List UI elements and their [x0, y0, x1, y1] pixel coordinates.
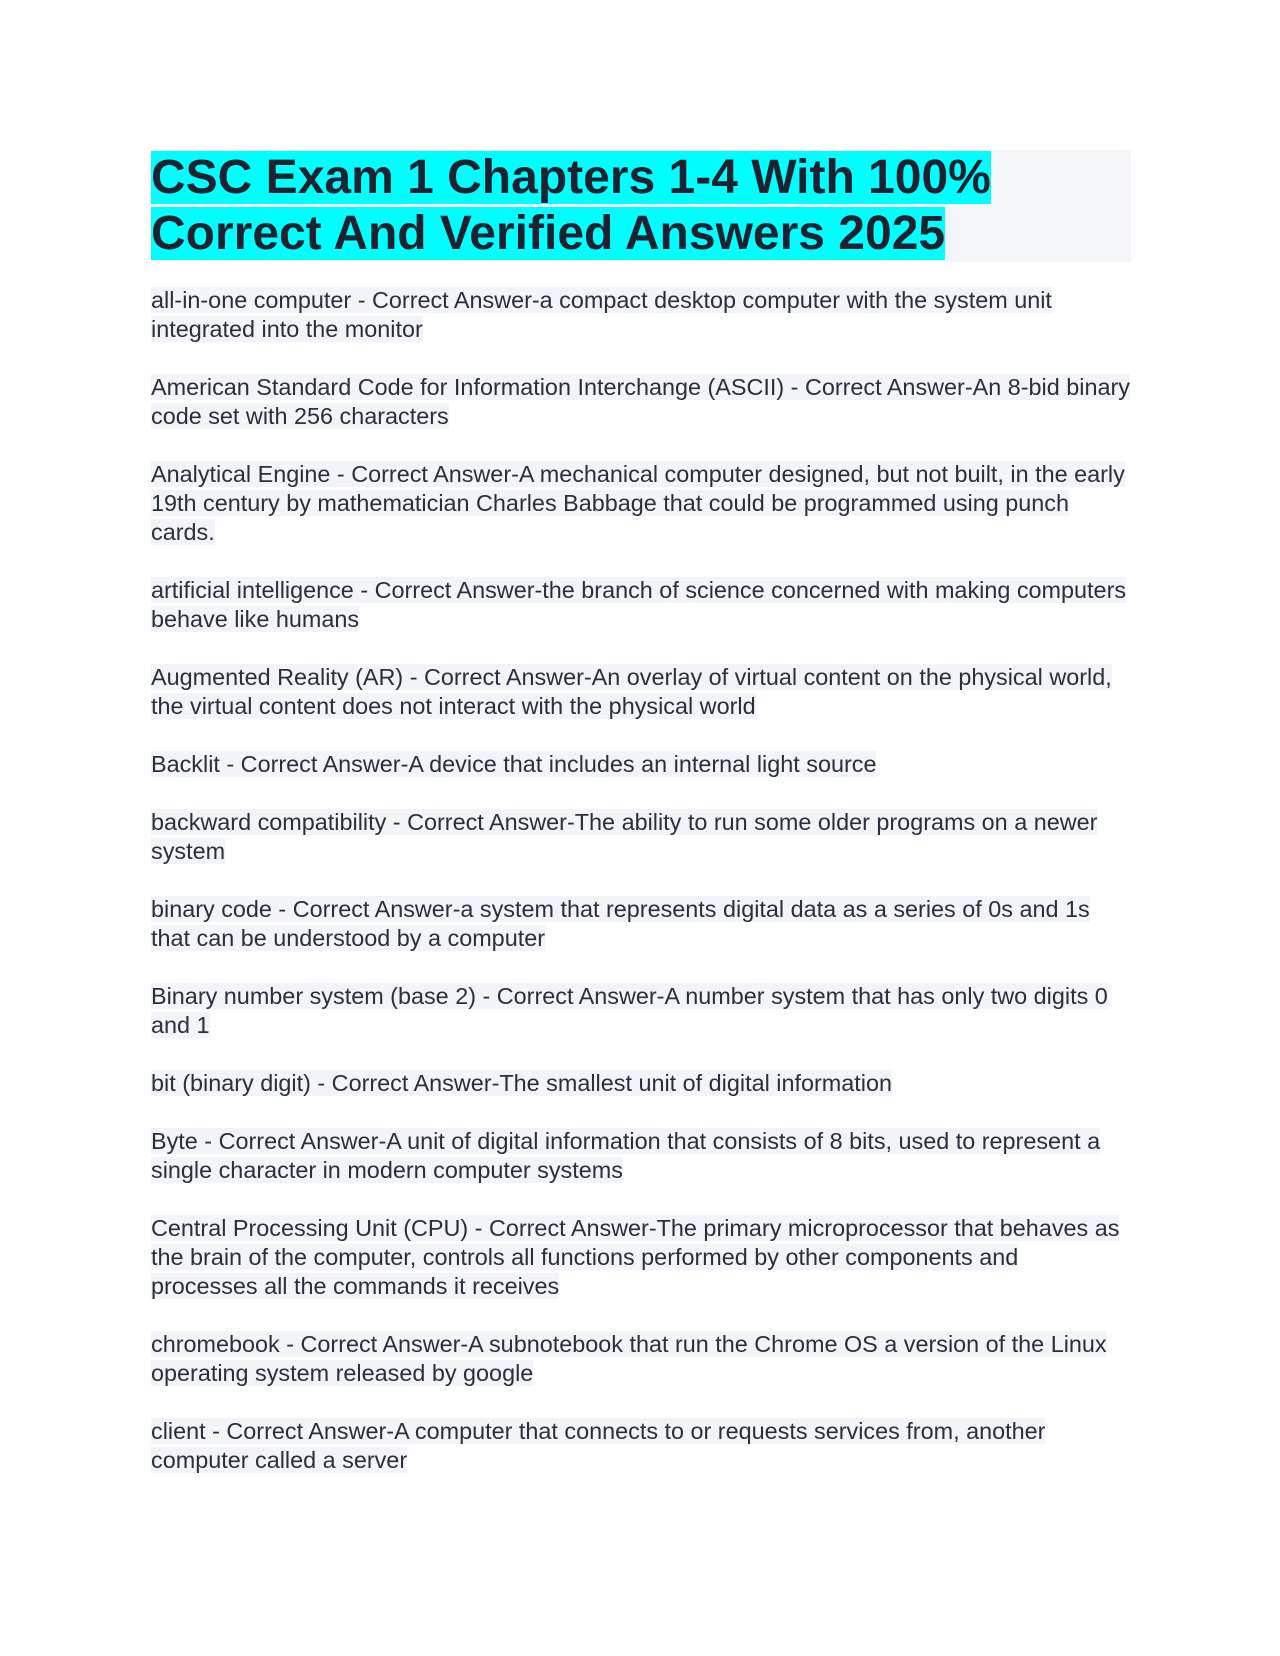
entry-text: Backlit - Correct Answer-A device that includes an internal light source — [151, 751, 877, 777]
list-item — [151, 750, 1131, 779]
list-item — [151, 1127, 1131, 1185]
title-block — [151, 150, 1131, 262]
document-page — [151, 150, 1131, 1504]
list-item — [151, 1069, 1131, 1098]
list-item — [151, 576, 1131, 634]
entry-text: backward compatibility - Correct Answer-The ability to run some older programs on a newer system — [151, 809, 1098, 864]
list-item — [151, 460, 1131, 547]
entry-text: Binary number system (base 2) - Correct Answer-A number system that has only two digits 0 and 1 — [151, 983, 1108, 1038]
list-item — [151, 663, 1131, 721]
list-item — [151, 373, 1131, 431]
list-item — [151, 982, 1131, 1040]
list-item — [151, 1417, 1131, 1475]
entry-text: American Standard Code for Information Interchange (ASCII) - Correct Answer-An 8-bid binary code set with 256 characters — [151, 374, 1130, 429]
entry-text: all-in-one computer - Correct Answer-a compact desktop computer with the system unit integrated into the monitor — [151, 287, 1052, 342]
list-item — [151, 286, 1131, 344]
entry-text: Analytical Engine - Correct Answer-A mechanical computer designed, but not built, in the early 19th century by mathematician Charles Babbage that could be programmed using punch cards. — [151, 461, 1125, 545]
entry-text: client - Correct Answer-A computer that connects to or requests services from, another computer called a server — [151, 1418, 1046, 1473]
entry-text: binary code - Correct Answer-a system that represents digital data as a series of 0s and 1s that can be understood by a computer — [151, 896, 1090, 951]
list-item — [151, 808, 1131, 866]
entry-text: Central Processing Unit (CPU) - Correct Answer-The primary microprocessor that behaves as the brain of the computer, controls all functions performed by other components and processes all the commands it receives — [151, 1215, 1120, 1299]
entry-text: bit (binary digit) - Correct Answer-The smallest unit of digital information — [151, 1070, 892, 1096]
list-item — [151, 895, 1131, 953]
entry-list — [151, 286, 1131, 1475]
entry-text: chromebook - Correct Answer-A subnotebook that run the Chrome OS a version of the Linux operating system released by google — [151, 1331, 1107, 1386]
entry-text: Byte - Correct Answer-A unit of digital information that consists of 8 bits, used to represent a single character in modern computer systems — [151, 1128, 1101, 1183]
list-item — [151, 1214, 1131, 1301]
entry-text: artificial intelligence - Correct Answer-the branch of science concerned with making computers behave like humans — [151, 577, 1127, 632]
list-item — [151, 1330, 1131, 1388]
document-title — [151, 150, 1131, 262]
title-highlight: CSC Exam 1 Chapters 1-4 With 100% Correct And Verified Answers 2025 — [151, 151, 991, 260]
entry-text: Augmented Reality (AR) - Correct Answer-An overlay of virtual content on the physical world, the virtual content does not interact with the physical world — [151, 664, 1112, 719]
